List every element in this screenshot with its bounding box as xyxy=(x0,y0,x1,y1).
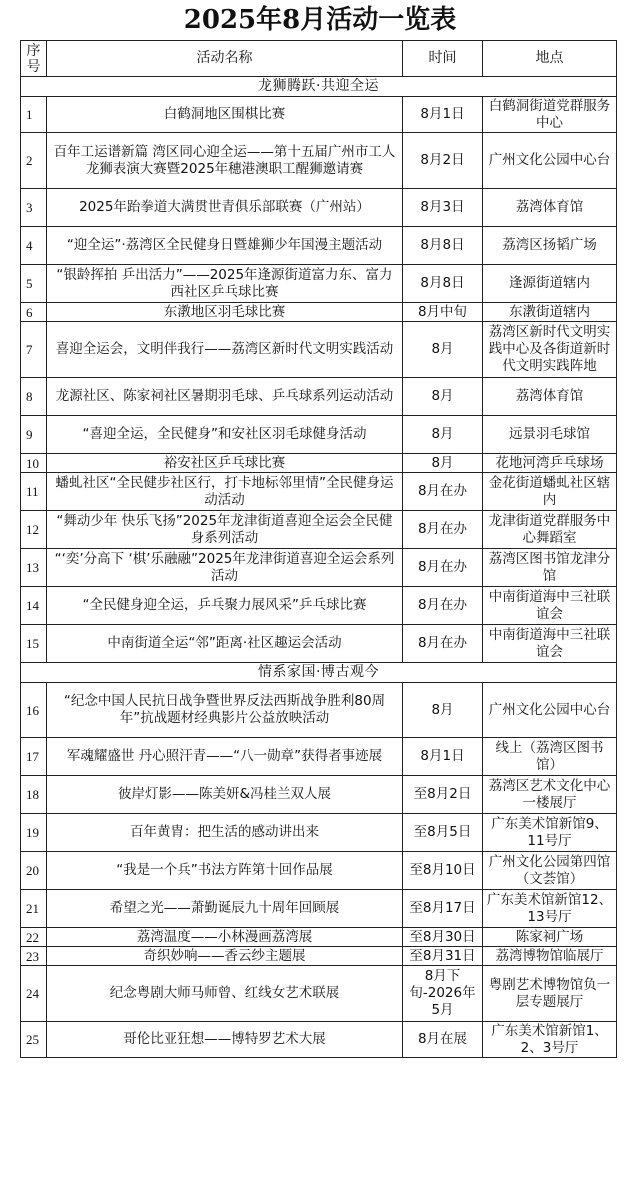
cell-no: 6 xyxy=(21,303,47,322)
cell-time: 8月8日 xyxy=(403,265,483,303)
cell-time: 8月 xyxy=(403,683,483,738)
header-no-line1: 序 xyxy=(26,42,41,59)
table-row xyxy=(21,378,617,416)
cell-time: 8月下旬-2026年5月 xyxy=(403,966,483,1022)
table-row xyxy=(21,587,617,625)
cell-time: 8月 xyxy=(403,378,483,416)
cell-no: 24 xyxy=(21,966,47,1022)
cell-no: 20 xyxy=(21,852,47,890)
cell-activity-name: “银龄挥拍 乒出活力”——2025年逢源街道富力东、富力西社区乒乓球比赛 xyxy=(47,265,403,303)
table-row xyxy=(21,683,617,738)
table-row xyxy=(21,303,617,322)
table-row xyxy=(21,890,617,928)
cell-place: 荔湾博物馆临展厅 xyxy=(483,947,617,966)
cell-no: 17 xyxy=(21,738,47,776)
table-row xyxy=(21,1022,617,1058)
cell-activity-name: 蟠虬社区“全民健步社区行，打卡地标邻里情”全民健身运动活动 xyxy=(47,473,403,511)
header-time: 时间 xyxy=(403,41,483,77)
cell-no: 7 xyxy=(21,322,47,378)
cell-place: 逢源街道辖内 xyxy=(483,265,617,303)
cell-place: 中南街道海中三社联谊会 xyxy=(483,625,617,663)
cell-place: 广东美术馆新馆9、11号厅 xyxy=(483,814,617,852)
activity-table xyxy=(20,40,617,1058)
cell-time: 8月1日 xyxy=(403,738,483,776)
table-row xyxy=(21,549,617,587)
section-row xyxy=(21,77,617,97)
cell-no: 18 xyxy=(21,776,47,814)
cell-place: 荔湾区艺术文化中心一楼展厅 xyxy=(483,776,617,814)
cell-time: 8月在展 xyxy=(403,1022,483,1058)
cell-no: 14 xyxy=(21,587,47,625)
cell-time: 8月中旬 xyxy=(403,303,483,322)
cell-place: 广州文化公园第四馆（文荟馆） xyxy=(483,852,617,890)
header-row xyxy=(21,41,617,77)
cell-no: 13 xyxy=(21,549,47,587)
cell-place: 龙津街道党群服务中心舞蹈室 xyxy=(483,511,617,549)
cell-time: 8月2日 xyxy=(403,133,483,189)
table-row xyxy=(21,473,617,511)
cell-activity-name: 奇织妙响——香云纱主题展 xyxy=(47,947,403,966)
cell-place: 荔湾体育馆 xyxy=(483,378,617,416)
cell-activity-name: 白鹤洞地区围棋比赛 xyxy=(47,97,403,133)
cell-place: 中南街道海中三社联谊会 xyxy=(483,587,617,625)
cell-place: 广东美术馆新馆12、13号厅 xyxy=(483,890,617,928)
cell-place: 广东美术馆新馆1、2、3号厅 xyxy=(483,1022,617,1058)
table-row xyxy=(21,322,617,378)
cell-time: 至8月30日 xyxy=(403,928,483,947)
cell-activity-name: 2025年跆拳道大满贯世青俱乐部联赛（广州站） xyxy=(47,189,403,227)
cell-no: 2 xyxy=(21,133,47,189)
cell-no: 3 xyxy=(21,189,47,227)
cell-time: 至8月31日 xyxy=(403,947,483,966)
table-row xyxy=(21,814,617,852)
cell-no: 8 xyxy=(21,378,47,416)
cell-time: 8月1日 xyxy=(403,97,483,133)
cell-place: 广州文化公园中心台 xyxy=(483,683,617,738)
cell-no: 15 xyxy=(21,625,47,663)
table-row xyxy=(21,966,617,1022)
table-body xyxy=(21,77,617,1058)
cell-place: 白鹤洞街道党群服务中心 xyxy=(483,97,617,133)
cell-no: 21 xyxy=(21,890,47,928)
cell-time: 8月在办 xyxy=(403,511,483,549)
cell-time: 8月8日 xyxy=(403,227,483,265)
cell-time: 至8月2日 xyxy=(403,776,483,814)
cell-activity-name: 东漖地区羽毛球比赛 xyxy=(47,303,403,322)
cell-no: 5 xyxy=(21,265,47,303)
cell-no: 10 xyxy=(21,454,47,473)
cell-activity-name: “迎全运”·荔湾区全民健身日暨雄狮少年国漫主题活动 xyxy=(47,227,403,265)
cell-place: 花地河湾乒乓球场 xyxy=(483,454,617,473)
cell-time: 8月3日 xyxy=(403,189,483,227)
cell-no: 1 xyxy=(21,97,47,133)
table-row xyxy=(21,97,617,133)
cell-activity-name: 裕安社区乒乓球比赛 xyxy=(47,454,403,473)
cell-place: 金花街道蟠虬社区辖内 xyxy=(483,473,617,511)
cell-place: 陈家祠广场 xyxy=(483,928,617,947)
cell-time: 至8月10日 xyxy=(403,852,483,890)
table-row xyxy=(21,738,617,776)
cell-time: 至8月5日 xyxy=(403,814,483,852)
table-row xyxy=(21,189,617,227)
cell-time: 8月在办 xyxy=(403,587,483,625)
cell-activity-name: 百年黄胄：把生活的感动讲出来 xyxy=(47,814,403,852)
cell-activity-name: 彼岸灯影——陈美妍&冯桂兰双人展 xyxy=(47,776,403,814)
cell-no: 19 xyxy=(21,814,47,852)
cell-place: 荔湾区新时代文明实践中心及各街道新时代文明实践阵地 xyxy=(483,322,617,378)
cell-no: 22 xyxy=(21,928,47,947)
cell-place: 荔湾区图书馆龙津分馆 xyxy=(483,549,617,587)
cell-no: 16 xyxy=(21,683,47,738)
cell-time: 8月在办 xyxy=(403,549,483,587)
header-no xyxy=(21,41,47,77)
cell-time: 8月在办 xyxy=(403,473,483,511)
cell-activity-name: 百年工运谱新篇 湾区同心迎全运——第十五届广州市工人龙狮表演大赛暨2025年穗港澳职工醒狮邀请赛 xyxy=(47,133,403,189)
table-row xyxy=(21,625,617,663)
section-row xyxy=(21,663,617,683)
cell-activity-name: “我是一个兵”书法方阵第十回作品展 xyxy=(47,852,403,890)
section-title: 情系家国·博古观今 xyxy=(21,663,617,683)
cell-activity-name: 军魂耀盛世 丹心照汗青——“八一勋章”获得者事迹展 xyxy=(47,738,403,776)
cell-no: 4 xyxy=(21,227,47,265)
table-row xyxy=(21,227,617,265)
header-place: 地点 xyxy=(483,41,617,77)
table-row xyxy=(21,133,617,189)
table-row xyxy=(21,265,617,303)
cell-activity-name: 喜迎全运会，文明伴我行——荔湾区新时代文明实践活动 xyxy=(47,322,403,378)
table-row xyxy=(21,928,617,947)
table-row xyxy=(21,947,617,966)
cell-place: 粤剧艺术博物馆负一层专题展厅 xyxy=(483,966,617,1022)
cell-activity-name: “‘奕’分高下 ‘棋’乐融融”2025年龙津街道喜迎全运会系列活动 xyxy=(47,549,403,587)
table-row xyxy=(21,511,617,549)
cell-activity-name: 希望之光——萧勤诞辰九十周年回顾展 xyxy=(47,890,403,928)
cell-activity-name: “舞动少年 快乐飞扬”2025年龙津街道喜迎全运会全民健身系列活动 xyxy=(47,511,403,549)
cell-time: 8月在办 xyxy=(403,625,483,663)
cell-time: 8月 xyxy=(403,454,483,473)
cell-activity-name: “纪念中国人民抗日战争暨世界反法西斯战争胜利80周年”抗战题材经典影片公益放映活动 xyxy=(47,683,403,738)
header-no-line2: 号 xyxy=(26,58,41,75)
table-row xyxy=(21,776,617,814)
cell-place: 远景羽毛球馆 xyxy=(483,416,617,454)
cell-activity-name: 哥伦比亚狂想——博特罗艺术大展 xyxy=(47,1022,403,1058)
cell-time: 8月 xyxy=(403,322,483,378)
cell-no: 23 xyxy=(21,947,47,966)
cell-activity-name: 纪念粤剧大师马师曾、红线女艺术联展 xyxy=(47,966,403,1022)
table-row xyxy=(21,852,617,890)
cell-time: 至8月17日 xyxy=(403,890,483,928)
document-title: 2025年8月活动一览表 xyxy=(183,5,457,35)
cell-place: 荔湾体育馆 xyxy=(483,189,617,227)
cell-activity-name: “全民健身迎全运，乒乓聚力展风采”乒乓球比赛 xyxy=(47,587,403,625)
cell-place: 东漖街道辖内 xyxy=(483,303,617,322)
cell-no: 25 xyxy=(21,1022,47,1058)
cell-place: 荔湾区扬韬广场 xyxy=(483,227,617,265)
cell-time: 8月 xyxy=(403,416,483,454)
cell-place: 广州文化公园中心台 xyxy=(483,133,617,189)
cell-no: 11 xyxy=(21,473,47,511)
cell-activity-name: 龙源社区、陈家祠社区暑期羽毛球、乒乓球系列运动活动 xyxy=(47,378,403,416)
cell-activity-name: 中南街道全运“邻”距离·社区趣运会活动 xyxy=(47,625,403,663)
cell-place: 线上（荔湾区图书馆） xyxy=(483,738,617,776)
table-row xyxy=(21,454,617,473)
section-title: 龙狮腾跃·共迎全运 xyxy=(21,77,617,97)
cell-no: 12 xyxy=(21,511,47,549)
table-row xyxy=(21,416,617,454)
cell-activity-name: 荔湾温度——小林漫画荔湾展 xyxy=(47,928,403,947)
cell-no: 9 xyxy=(21,416,47,454)
cell-activity-name: “喜迎全运，全民健身”和安社区羽毛球健身活动 xyxy=(47,416,403,454)
header-name: 活动名称 xyxy=(47,41,403,77)
